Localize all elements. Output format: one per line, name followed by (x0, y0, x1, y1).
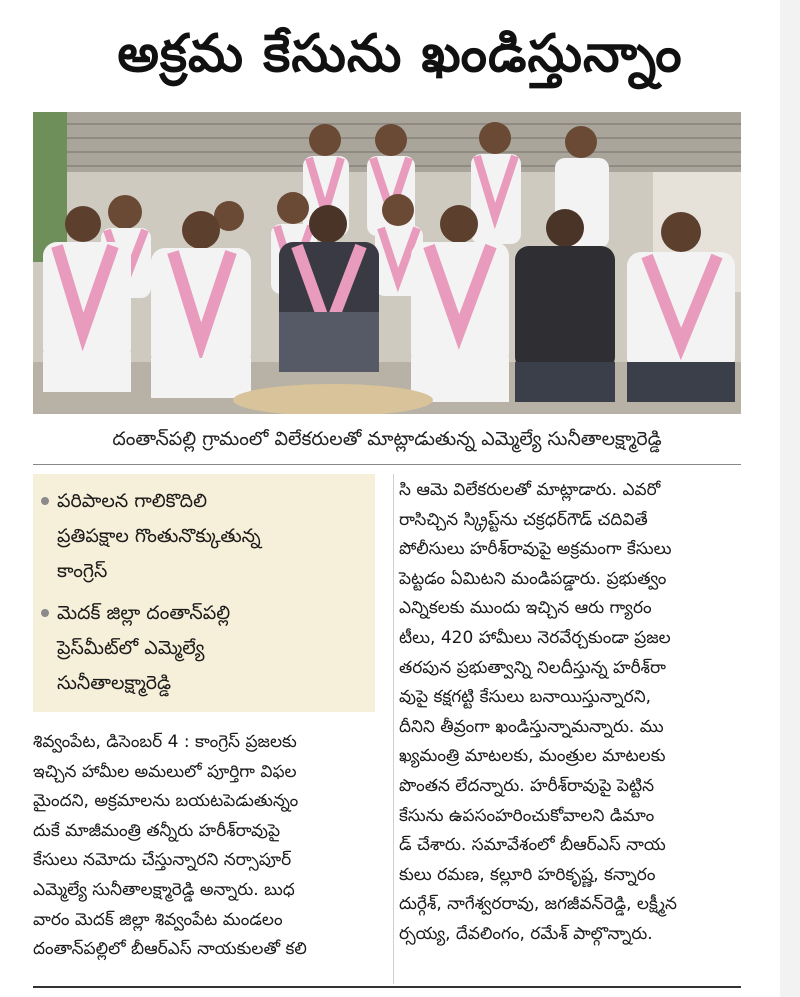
body-line: దంతాన్‌పల్లిలో బీఆర్‌ఎస్ నాయకులతో కలి (33, 939, 307, 960)
body-line: పొంతన లేదన్నారు. హరీశ్‌రావుపై పెట్టిన (399, 775, 655, 796)
body-line: ఎన్నికలకు ముందు ఇచ్చిన ఆరు గ్యారం (399, 598, 652, 619)
article-body-left (33, 728, 391, 965)
body-line: ఇచ్చిన హామీల అమలులో పూర్తిగా విఫల (33, 761, 297, 782)
headline: అక్రమ కేసును ఖండిస్తున్నాం (117, 24, 683, 84)
body-line: వారం మెదక్ జిల్లా శివ్వంపేట మండలం (33, 909, 283, 930)
body-line: సి ఆమె విలేకరులతో మాట్లాడారు. ఎవరో (399, 480, 661, 500)
body-line: దీనిని తీవ్రంగా ఖండిస్తున్నామన్నారు. ము (399, 716, 664, 737)
body-line: పోలీసులు హరీశ్‌రావుపై అక్రమంగా కేసులు (399, 539, 672, 560)
article-body-right (399, 476, 744, 950)
body-line: మైందని, అక్రమాలను బయటపెడుతున్నం (33, 791, 299, 812)
body-line: ర్సయ్య, దేవలింగం, రమేశ్ పాల్గొన్నారు. (399, 923, 653, 944)
body-line: కేసును ఉపసంహరించుకోవాలని డిమాం (399, 805, 655, 826)
highlight-item (57, 596, 367, 701)
body-line: ఎమ్మెల్యే సునీతాలక్ష్మారెడ్డి అన్నారు. బుధ (33, 879, 295, 900)
photo-caption: దంతాన్‌పల్లి గ్రామంలో విలేకరులతో మాట్లాడుతున్న ఎమ్మెల్యే సునీతాలక్ష్మారెడ్డి (112, 428, 662, 450)
body-line: కులు రమణ, కల్లూరి హరికృష్ణ, కన్నారం (399, 864, 656, 885)
news-photo (33, 112, 741, 414)
highlight-line: సునీతాలక్ష్మారెడ్డి (57, 672, 172, 694)
column-divider (393, 474, 394, 984)
page-edge (780, 0, 800, 997)
body-line: వుపై కక్షగట్టి కేసులు బనాయిస్తున్నారని, (399, 687, 652, 708)
body-line: దుకే మాజీమంత్రి తన్నీరు హరీశ్‌రావుపై (33, 820, 281, 841)
group-photo-illustration (33, 112, 741, 414)
highlight-line: ప్రెస్‌మీట్‌లో ఎమ్మెల్యే (57, 637, 205, 659)
highlight-line: మెదక్ జిల్లా దంతాన్‌పల్లి (57, 602, 231, 624)
highlight-line: కాంగ్రెస్ (57, 560, 108, 582)
highlight-line: ప్రతిపక్షాల గొంతునొక్కుతున్న (57, 525, 261, 547)
body-line: పెట్టడం ఏమిటని మండిపడ్డారు. ప్రభుత్వం (399, 568, 667, 589)
body-line: కేసులు నమోదు చేస్తున్నారని నర్సాపూర్ (33, 850, 292, 871)
body-line: తరపున ప్రభుత్వాన్ని నిలదీస్తున్న హరీశ్‌రా (399, 657, 666, 678)
body-line: రాసిచ్చిన స్క్రిప్ట్‌ను చక్రధర్‌గౌడ్ చదివితే (399, 509, 648, 530)
bullet-icon (41, 497, 49, 505)
bullet-icon (41, 609, 49, 617)
body-line: ఖ్యమంత్రి మాటలకు, మంత్రుల మాటలకు (399, 746, 666, 767)
highlight-item (57, 484, 367, 589)
body-line: శివ్వంపేట, డిసెంబర్ 4 : కాంగ్రెస్ ప్రజలకు (33, 732, 297, 752)
body-line: డ్ చేశారు. సమావేశంలో బీఆర్‌ఎస్ నాయ (399, 835, 666, 856)
highlight-line: పరిపాలన గాలికొదిలి (57, 490, 208, 512)
bottom-rule (33, 986, 741, 988)
caption-divider (33, 464, 741, 465)
body-line: టీలు, 420 హామీలు నెరవేర్చకుండా ప్రజల (399, 627, 671, 648)
body-line: దుర్గేశ్, నాగేశ్వరరావు, జగజీవన్‌రెడ్డి, లక్ష్మీన (399, 894, 677, 915)
highlights-box (33, 474, 375, 712)
